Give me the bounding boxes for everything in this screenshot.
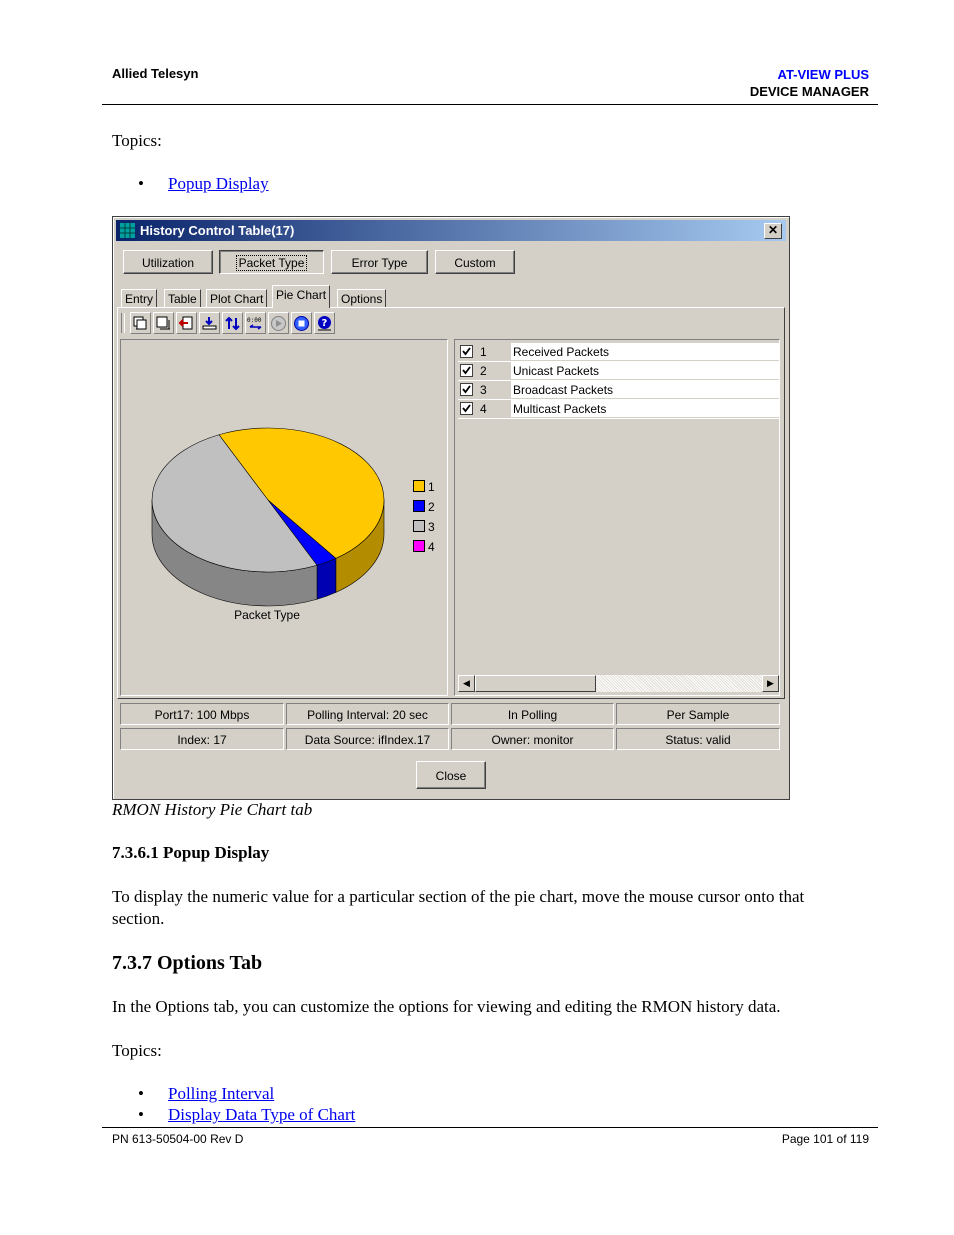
checkbox-checked-icon[interactable] [460, 345, 473, 358]
status-port: Port17: 100 Mbps [120, 703, 284, 725]
bullet-icon: • [138, 1105, 144, 1124]
error-type-button[interactable]: Error Type [331, 250, 428, 274]
footer-part-number: PN 613-50504-00 Rev D [112, 1132, 244, 1146]
status-data-source: Data Source: ifIndex.17 [286, 728, 449, 750]
list-item[interactable]: 2 Unicast Packets [458, 362, 779, 381]
tab-table[interactable]: Table [164, 289, 201, 308]
topic-link-polling-interval[interactable]: Polling Interval [168, 1084, 275, 1103]
custom-button[interactable]: Custom [435, 250, 515, 274]
options-topics-label: Topics: [112, 1041, 162, 1060]
stop-icon[interactable] [291, 312, 312, 334]
utilization-button[interactable]: Utilization [123, 250, 213, 274]
timer-icon[interactable] [245, 312, 266, 334]
legend-swatch [413, 540, 425, 552]
scroll-thumb[interactable] [475, 675, 596, 692]
legend-swatch [413, 520, 425, 532]
checkbox-checked-icon[interactable] [460, 402, 473, 415]
list-item[interactable]: 3 Broadcast Packets [458, 381, 779, 400]
options-tab-text: In the Options tab, you can customize the options for viewing and editing the RMON history data. [112, 997, 781, 1016]
grid-app-icon [120, 223, 135, 238]
header-rule [102, 104, 878, 105]
tab-options[interactable]: Options [337, 289, 386, 308]
product-line-2: DEVICE MANAGER [749, 84, 869, 99]
status-in-polling: In Polling [451, 703, 614, 725]
section-heading-options-tab: 7.3.7 Options Tab [112, 952, 263, 974]
stack-down-icon[interactable] [153, 312, 174, 334]
checkbox-checked-icon[interactable] [460, 383, 473, 396]
close-button[interactable]: Close [416, 761, 486, 789]
status-index: Index: 17 [120, 728, 284, 750]
topic-link-popup-display[interactable]: Popup Display [168, 174, 269, 193]
toolbar-grip [121, 313, 125, 333]
bullet-icon: • [138, 1084, 144, 1103]
tab-entry[interactable]: Entry [121, 289, 157, 308]
history-control-dialog [112, 216, 790, 800]
chart-label: Packet Type [234, 608, 300, 622]
scroll-right-icon[interactable]: ▶ [762, 675, 779, 692]
status-owner: Owner: monitor [451, 728, 614, 750]
dialog-titlebar[interactable] [116, 220, 786, 241]
footer-page-number: Page 101 of 119 [781, 1132, 869, 1146]
legend-swatch [413, 480, 425, 492]
stack-icon[interactable] [130, 312, 151, 334]
bullet-icon: • [138, 174, 144, 193]
topic-link-display-data-type[interactable]: Display Data Type of Chart [168, 1105, 356, 1124]
tab-pie-chart[interactable]: Pie Chart [272, 285, 330, 308]
horizontal-scrollbar[interactable] [458, 675, 779, 692]
footer-rule [102, 1127, 878, 1128]
help-icon[interactable] [314, 312, 335, 334]
sort-icon[interactable] [222, 312, 243, 334]
svg-text:?: ? [321, 317, 328, 329]
figure-caption: RMON History Pie Chart tab [112, 800, 313, 819]
status-polling-interval: Polling Interval: 20 sec [286, 703, 449, 725]
list-item[interactable]: 1 Received Packets [458, 343, 779, 362]
svg-text:0:00: 0:00 [247, 316, 262, 324]
topics-label: Topics: [112, 131, 162, 150]
list-item[interactable]: 4 Multicast Packets [458, 400, 779, 419]
status-per-sample: Per Sample [616, 703, 780, 725]
company-name: Allied Telesyn [112, 66, 199, 81]
popup-display-text: To display the numeric value for a particular section of the pie chart, move the mouse cursor onto that section. [112, 887, 805, 928]
export-icon[interactable] [176, 312, 197, 334]
dialog-title: History Control Table(17) [140, 223, 295, 238]
scroll-left-icon[interactable]: ◀ [458, 675, 475, 692]
legend-swatch [413, 500, 425, 512]
topic-item [138, 1084, 274, 1104]
import-icon[interactable] [199, 312, 220, 334]
section-heading-popup-display: 7.3.6.1 Popup Display [112, 843, 270, 862]
topic-item [138, 1105, 355, 1125]
pie-chart-pane: Packet Type 1 2 3 4 [120, 339, 448, 696]
packet-type-button[interactable]: Packet Type [219, 250, 324, 274]
product-line-1: AT-VIEW PLUS [777, 67, 869, 82]
checkbox-checked-icon[interactable] [460, 364, 473, 377]
play-icon[interactable] [268, 312, 289, 334]
pie-chart[interactable] [121, 340, 447, 695]
topic-item [138, 174, 269, 194]
series-list [454, 339, 780, 696]
status-valid: Status: valid [616, 728, 780, 750]
product-title [750, 66, 869, 100]
close-icon[interactable]: ✕ [764, 223, 782, 239]
tab-plot-chart[interactable]: Plot Chart [206, 289, 267, 308]
